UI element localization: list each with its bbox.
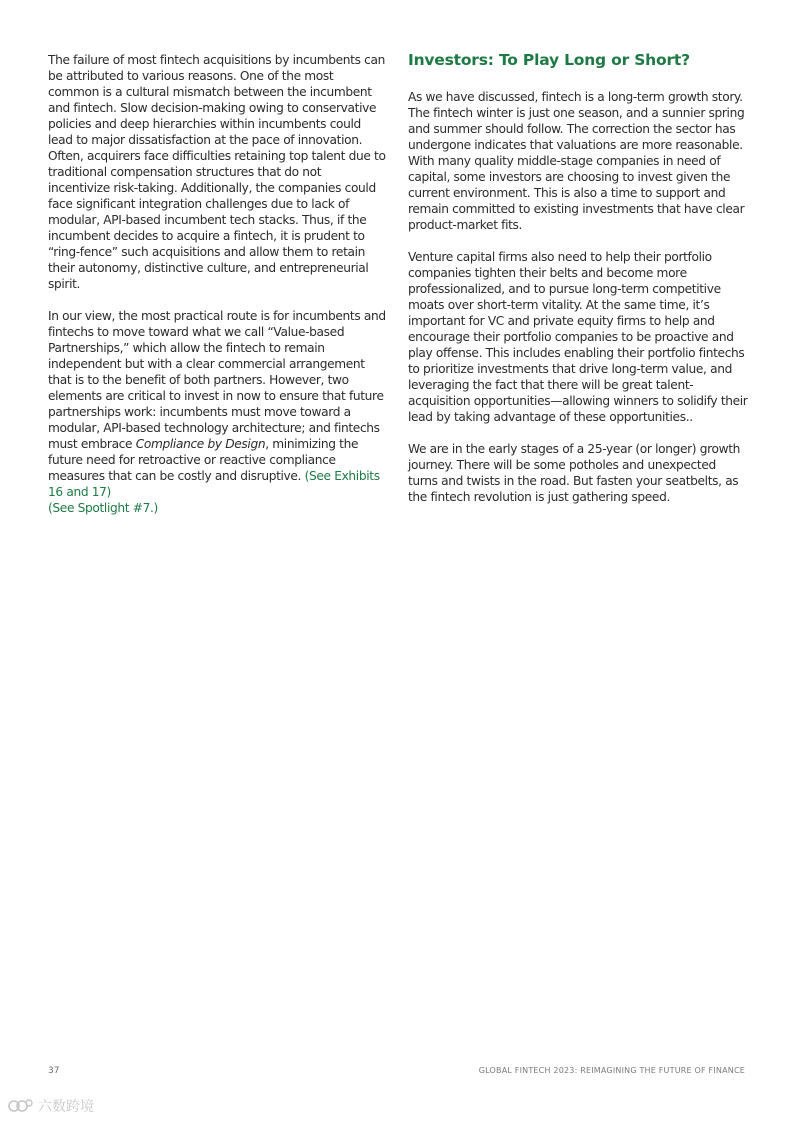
right-paragraph-3: We are in the early stages of a 25-year (or longer) growth journey. There will be some potholes and unexpected turns and twists in the road. But fasten your seatbelts, as the fintech revolution is just gathering speed. [408, 442, 741, 504]
right-paragraph-1: As we have discussed, fintech is a long-term growth story. The fintech winter is just one season, and a sunnier spring and summer should follow. The correction the sector has undergone indicates that valuations are more reasonable. With many quality middle-stage companies in need of capital, some investors are choosing to invest given the current environment. This is also a time to support and remain committed to existing investments that have clear product-market fits. [408, 90, 745, 232]
page-number: 37 [48, 1066, 60, 1076]
left-paragraph-2 [48, 308, 386, 516]
left-paragraph-2-text-a: In our view, the most practical route is for incumbents and fintechs to move toward what we call “Value-based Partnerships,” which allow the fintech to remain independent but with a clear commercial arrangement that is to the benefit of both partners. However, two elements are critical to invest in now to ensure that future partnerships work: incumbents must move toward a modular, API-based technology architecture; and fintechs must embrace [48, 309, 386, 451]
right-column [408, 50, 748, 521]
left-column [48, 52, 386, 532]
footer-title: GLOBAL FINTECH 2023: REIMAGINING THE FUTURE OF FINANCE [478, 1066, 745, 1075]
watermark [8, 1096, 94, 1116]
left-paragraph-1: The failure of most fintech acquisitions by incumbents can be attributed to various reasons. One of the most common is a cultural mismatch between the incumbent and fintech. Slow decision-making owing to conservative policies and deep hierarchies within incumbents could lead to major dissatisfaction at the pace of innovation. Often, acquirers face difficulties retaining top talent due to traditional compensation structures that do not incentivize risk-taking. Additionally, the companies could face significant integration challenges due to lack of modular, API-based incumbent tech stacks. Thus, if the incumbent decides to acquire a fintech, it is prudent to “ring-fence” such acquisitions and allow them to retain their autonomy, distinctive culture, and entrepreneurial spirit. [48, 53, 386, 291]
exhibits-link[interactable]: (See Exhibits 16 and 17) [48, 469, 380, 499]
right-paragraph-2: Venture capital firms also need to help their portfolio companies tighten their belts and become more professionalized, and to pursue long-term competitive moats over short-term vitality. At the same time, it’s important for VC and private equity firms to help and encourage their portfolio companies to be proactive and play offense. This includes enabling their portfolio fintechs to prioritize investments that drive long-term value, and leveraging the fact that there will be great talent-acquisition opportunities—allowing winners to solidify their lead by taking advantage of these opportunities.. [408, 250, 748, 424]
left-paragraph-2-text-b: , minimizing the future need for retroactive or reactive compliance measures that can be costly and disruptive. [48, 437, 359, 483]
watermark-logo-icon [8, 1097, 34, 1115]
spotlight-link[interactable]: (See Spotlight #7.) [48, 501, 158, 515]
watermark-text: 六数跨境 [38, 1099, 94, 1115]
section-heading: Investors: To Play Long or Short? [408, 51, 690, 69]
compliance-by-design-emphasis: Compliance by Design [135, 437, 266, 451]
